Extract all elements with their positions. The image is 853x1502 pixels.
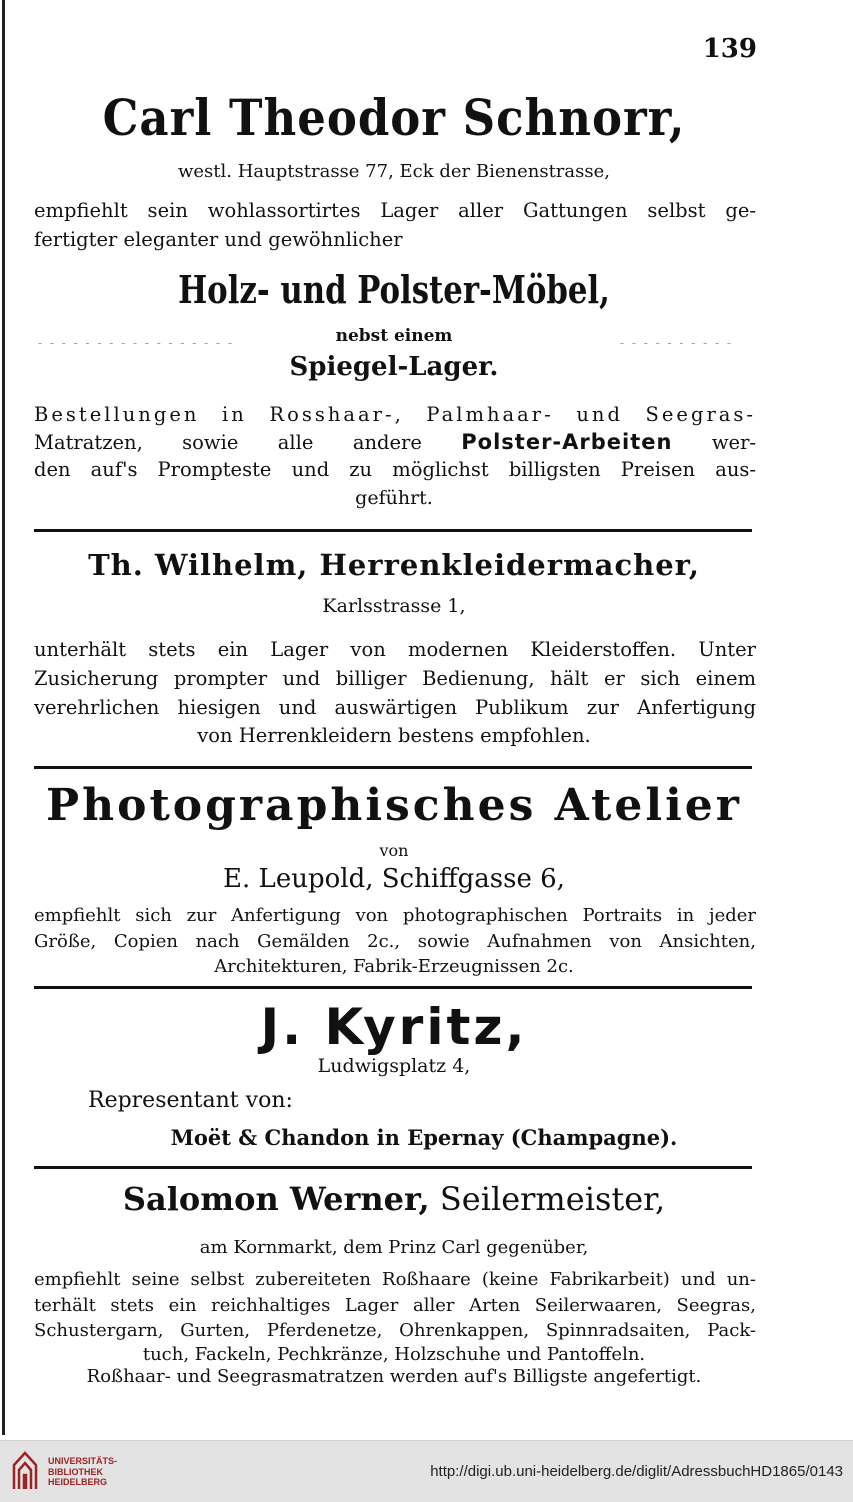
ad1-detail-line2 [34,430,756,454]
source-url-link[interactable]: http://digi.ub.uni-heidelberg.de/diglit/AdressbuchHD1865/0143 [430,1463,843,1480]
logo-line: UNIVERSITÄTS- [48,1456,118,1466]
library-logo-text [48,1456,117,1488]
ad1-detail-text: wer- [672,431,757,454]
ad1-detail-line: Bestellungen in Rosshaar-, Palmhaar- und Seegras- [34,403,756,426]
ad1-detail-line: den auf's Prompteste und zu möglichst billigsten Preisen aus- [34,458,756,481]
ad1-detail-line: geführt. [355,487,433,509]
ad2-line: Zusicherung prompter und billiger Bedienung, hält er sich einem [34,667,756,690]
ad1-connector: nebst einem [335,326,453,346]
dashed-rule: - - - - - - - - - - - - - - - - - [38,336,234,350]
logo-line: HEIDELBERG [48,1477,108,1487]
ad5-name: Salomon Werner, [122,1180,430,1218]
ad1-name: Carl Theodor Schnorr, [102,88,686,147]
ad3-line: empfiehlt sich zur Anfertigung von photographischen Portraits in jeder [34,905,756,926]
page-edge [2,0,5,1435]
ad3-connector: von [379,841,409,860]
ad4-brand: Moët & Chandon in Epernay (Champagne). [170,1125,678,1150]
viewer-footer [0,1440,853,1502]
ad1-product2: Spiegel-Lager. [289,352,499,382]
university-seal-icon [10,1449,40,1493]
section-rule [34,1166,752,1169]
logo-line: BIBLIOTHEK [48,1466,103,1477]
ad5-heading [30,1180,758,1218]
ad1-detail-text: Matratzen, sowie alle andere [34,431,462,454]
ad4-address: Ludwigsplatz 4, [317,1055,471,1077]
ad3-title: Photographisches Atelier [46,780,742,831]
ad1-address: westl. Hauptstrasse 77, Eck der Bienenstrasse, [178,161,610,182]
ad2-line: unterhält stets ein Lager von modernen Kleiderstoffen. Unter [34,638,756,661]
ad2-address: Karlsstrasse 1, [322,595,466,617]
ad4-representant: Representant von: [88,1088,293,1113]
ad5-address: am Kornmarkt, dem Prinz Carl gegenüber, [199,1237,589,1258]
ad1-intro-line: fertigter eleganter und gewöhnlicher [34,228,403,251]
ad4-name: J. Kyritz, [260,998,528,1056]
section-rule [34,529,752,532]
ad1-polster-arbeiten: Polster-Arbeiten [461,430,673,454]
ad5-line: tuch, Fackeln, Pechkränze, Holzschuhe und Pantoffeln. [142,1344,646,1365]
ad5-last-line: Roßhaar- und Seegrasmatratzen werden auf's Billigste angefertigt. [86,1366,702,1387]
ad2-line: verehrlichen hiesigen und auswärtigen Publikum zur Anfertigung [34,696,756,719]
ad1-product: Holz- und Polster-Möbel, [178,267,610,312]
ad5-line: Schustergarn, Gurten, Pferdenetze, Ohrenkappen, Spinnradsaiten, Pack- [34,1320,756,1341]
ad5-trade: Seilermeister, [439,1180,666,1218]
ad3-line: Größe, Copien nach Gemälden 2c., sowie Aufnahmen von Ansichten, [34,931,756,952]
ad2-line: von Herrenkleidern bestens empfohlen. [197,724,591,747]
dashed-rule: - - - - - - - - - - [620,336,733,350]
ad3-name-line: E. Leupold, Schiffgasse 6, [223,864,565,894]
page-number: 139 [702,34,757,64]
ad5-line: empfiehlt seine selbst zubereiteten Roßhaare (keine Fabrikarbeit) und un- [34,1269,756,1290]
section-rule [34,986,752,989]
section-rule [34,766,752,769]
ad5-line: terhält stets ein reichhaltiges Lager aller Arten Seilerwaaren, Seegras, [34,1295,756,1316]
ad1-intro-line: empfiehlt sein wohlassortirtes Lager aller Gattungen selbst ge- [34,199,756,222]
ad3-line: Architekturen, Fabrik-Erzeugnissen 2c. [214,956,574,977]
ad2-name: Th. Wilhelm, Herrenkleidermacher, [88,548,700,582]
